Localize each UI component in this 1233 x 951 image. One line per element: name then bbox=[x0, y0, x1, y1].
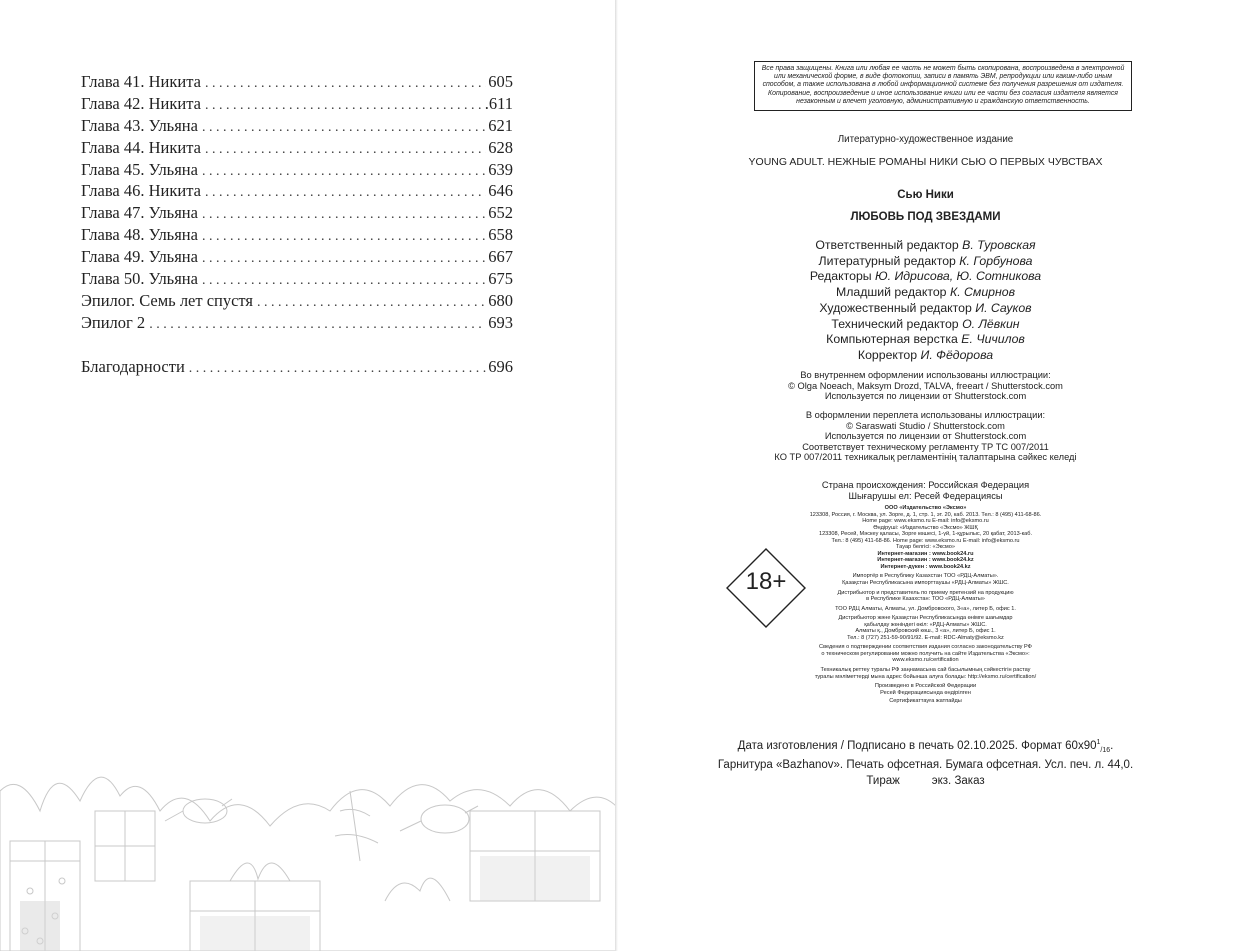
leader-dots bbox=[202, 229, 486, 245]
credit-line: Художественный редактор И. Сауков bbox=[819, 300, 1032, 315]
toc-entry-page: 680 bbox=[488, 290, 513, 310]
credit-line: Ответственный редактор В. Туровская bbox=[815, 238, 1036, 252]
toc-entry-title: Глава 43. Ульяна bbox=[81, 115, 198, 135]
interior-illustration-credits: Во внутреннем оформлении использованы иллюстрации: © Olga Noeach, Maksym Drozd, TALVA, freeart / Shutterstock.com Используется по лицензии от Shutterstock.com bbox=[788, 370, 1063, 402]
age-rating: 18+ bbox=[745, 568, 787, 595]
leader-dots bbox=[202, 251, 486, 267]
toc-entry bbox=[81, 225, 513, 247]
table-of-contents bbox=[81, 72, 513, 379]
right-page bbox=[618, 0, 1233, 951]
toc-entry bbox=[81, 291, 513, 313]
toc-entry bbox=[81, 94, 513, 116]
toc-entry bbox=[81, 116, 513, 138]
toc-entry-title: Глава 45. Ульяна bbox=[81, 159, 198, 179]
print-line-typeface: Гарнитура «Bazhanov». Печать офсетная. Бумага офсетная. Усл. печ. л. 44,0. bbox=[717, 759, 1134, 772]
toc-entry-title: Эпилог. Семь лет спустя bbox=[81, 290, 254, 310]
toc-entry bbox=[81, 203, 513, 225]
winter-illustration bbox=[0, 751, 616, 951]
toc-entry-title: Эпилог 2 bbox=[81, 312, 146, 332]
toc-entry-page: 621 bbox=[488, 115, 513, 135]
toc-entry-page: 652 bbox=[488, 203, 513, 223]
toc-entry-title: Глава 49. Ульяна bbox=[81, 247, 198, 267]
credit-line: Редакторы Ю. Идрисова, Ю. Сотникова bbox=[809, 269, 1042, 284]
leader-dots bbox=[257, 295, 486, 311]
toc-entry-page: 646 bbox=[488, 181, 513, 201]
leader-dots bbox=[149, 317, 486, 333]
series-title: YOUNG ADULT. НЕЖНЫЕ РОМАНЫ НИКИ СЬЮ О ПЕРВЫХ ЧУВСТВАХ bbox=[748, 156, 1103, 168]
toc-entry-title: Глава 47. Ульяна bbox=[81, 203, 198, 223]
leader-dots bbox=[205, 76, 486, 92]
credit-line: Корректор И. Фёдорова bbox=[857, 347, 994, 362]
toc-entry-title: Глава 42. Никита bbox=[81, 93, 201, 113]
toc-entry-page: 605 bbox=[488, 72, 513, 91]
toc-entry bbox=[81, 138, 513, 160]
cover-illustration-credits: В оформлении переплета использованы иллюстрации: © Saraswati Studio / Shutterstock.com Используется по лицензии от Shutterstock.com Соответствует техническому регламенту ТР ТС 007/2011 КО ТР 007/2011 техникалық регламентінің талаптарына сәйкес келеді bbox=[774, 410, 1077, 463]
toc-entry-page: 628 bbox=[488, 137, 513, 157]
leader-dots bbox=[202, 207, 486, 223]
toc-entry-page: 696 bbox=[488, 356, 513, 376]
toc-entry-page: 639 bbox=[488, 159, 513, 179]
author-name: Сью Ники bbox=[897, 189, 954, 201]
toc-entry-title: Благодарности bbox=[81, 356, 185, 376]
publication-type: Литературно-художественное издание bbox=[837, 134, 1014, 145]
toc-entry-page: 667 bbox=[488, 247, 513, 267]
book-title: ЛЮБОВЬ ПОД ЗВЕЗДАМИ bbox=[850, 211, 1001, 223]
toc-entry bbox=[81, 160, 513, 182]
toc-entry-title: Глава 46. Никита bbox=[81, 181, 201, 201]
print-info bbox=[618, 735, 1233, 789]
leader-dots bbox=[189, 361, 486, 377]
toc-entry-page: 693 bbox=[488, 312, 513, 332]
toc-entry bbox=[81, 181, 513, 203]
copyright-notice: Все права защищены. Книга или любая ее часть не может быть скопирована, воспроизведена в электронной или механической форме, в виде фотокопии, записи в память ЭВМ, репродукции или каким-либо иным способом, а также использована в любой информационной системе без получения разрешения от издателя. Копирование, воспроизведение и иное использование книги или ее части без согласия издателя является незаконным и влечет уголовную, административную и гражданскую ответственность. bbox=[754, 61, 1132, 111]
toc-entry bbox=[81, 247, 513, 269]
credit-line: Технический редактор О. Лёвкин bbox=[831, 316, 1020, 331]
credit-line: Компьютерная верстка Е. Чичилов bbox=[826, 332, 1025, 347]
toc-entry-page: .611 bbox=[484, 93, 513, 113]
toc-entry-acknowledgements bbox=[81, 357, 513, 379]
toc-entry-page: 675 bbox=[488, 269, 513, 289]
left-page bbox=[0, 0, 616, 951]
print-line-format: Дата изготовления / Подписано в печать 02.10.2025. Формат $60x90^1_{/16}$. bbox=[737, 739, 1114, 755]
toc-spacer bbox=[81, 335, 513, 357]
toc-entry bbox=[81, 269, 513, 291]
leader-dots bbox=[202, 164, 486, 180]
publisher-legal-info: ООО «Издательство «Эксмо» 123308, Россия, г. Москва, ул. Зорге, д. 1, стр. 1, эт. 20, каб. 2013. Тел.: 8 (495) 411-68-86. Home page: www.eksmo.ru E-mail: info@eksmo.ru Өндіруші: «Издательство «Эксмо» ЖШҚ 123308, Ресей, Мәскеу қаласы, Зорге көшесі, 1-үй, 1-құрылыс, 20 қабат, 2013-каб. Тел.: 8 (495) 411-68-86. Home page: www.eksmo.ru E-mail: info@eksmo.ru Тауар белгісі: «Эксмо» Интернет-магазин : www.book24.ru Интернет-магазин : www.book24.kz Интернет-дүкен : www.book24.kz Импортёр в Республику Казахстан ТОО «РДЦ-Алматы». Қазақстан Республикасына импорттаушы «РДЦ-Алматы» ЖШС. Дистрибьютор и представитель по приему претензий на продукцию в Республике Казахстан: ТОО «РДЦ-Алматы» ТОО РДЦ Алматы, Алматы, ул. Домбровского, 3«а», литер Б, офис 1. Дистрибьютор және Қазақстан Республикасында өнімге шағымдар қабылдау жөніндегі өкіл: «РДЦ-Алматы» ЖШС. Алматы қ., Домбровский көш., 3 «а», литер Б, офис 1. Тел.: 8 (727) 251-59-90/91/92. E-mail: RDC-Almaty@eksmo.kz Сведения о подтверждении соответствия издания согласно законодательству РФ о техническом регулировании можно получить на сайте Издательства «Эксмо»: www.eksmo.ru/certification Техникалық реттеу туралы РФ заңнамасына сай басылымның сәйкестігін растау туралы мәліметтерді мына адрес бойынша алуға болады: http://eksmo.ru/certification/ Произведено в Российской Федерации Ресей Федерациясында өндірілген Сертификаттауға жатпайды bbox=[809, 505, 1042, 705]
country-of-origin: Страна происхождения: Российская Федерация Шығарушы ел: Ресей Федерациясы bbox=[821, 480, 1030, 501]
toc-entry-title: Глава 44. Никита bbox=[81, 137, 201, 157]
leader-dots bbox=[205, 142, 486, 158]
credits-block bbox=[618, 238, 1233, 364]
toc-entry-title: Глава 41. Никита bbox=[81, 72, 201, 91]
print-line-run: Тираж экз. Заказ bbox=[866, 774, 985, 787]
leader-dots bbox=[205, 185, 486, 201]
leader-dots bbox=[202, 120, 486, 136]
leader-dots bbox=[205, 98, 483, 114]
credit-line: Литературный редактор К. Горбунова bbox=[818, 253, 1033, 268]
leader-dots bbox=[202, 273, 486, 289]
toc-entry-title: Глава 50. Ульяна bbox=[81, 269, 198, 289]
toc-entry-title: Глава 48. Ульяна bbox=[81, 225, 198, 245]
toc-entry bbox=[81, 313, 513, 335]
toc-entry-page: 658 bbox=[488, 225, 513, 245]
toc-entry bbox=[81, 72, 513, 94]
credit-line: Младший редактор К. Смирнов bbox=[835, 285, 1016, 300]
